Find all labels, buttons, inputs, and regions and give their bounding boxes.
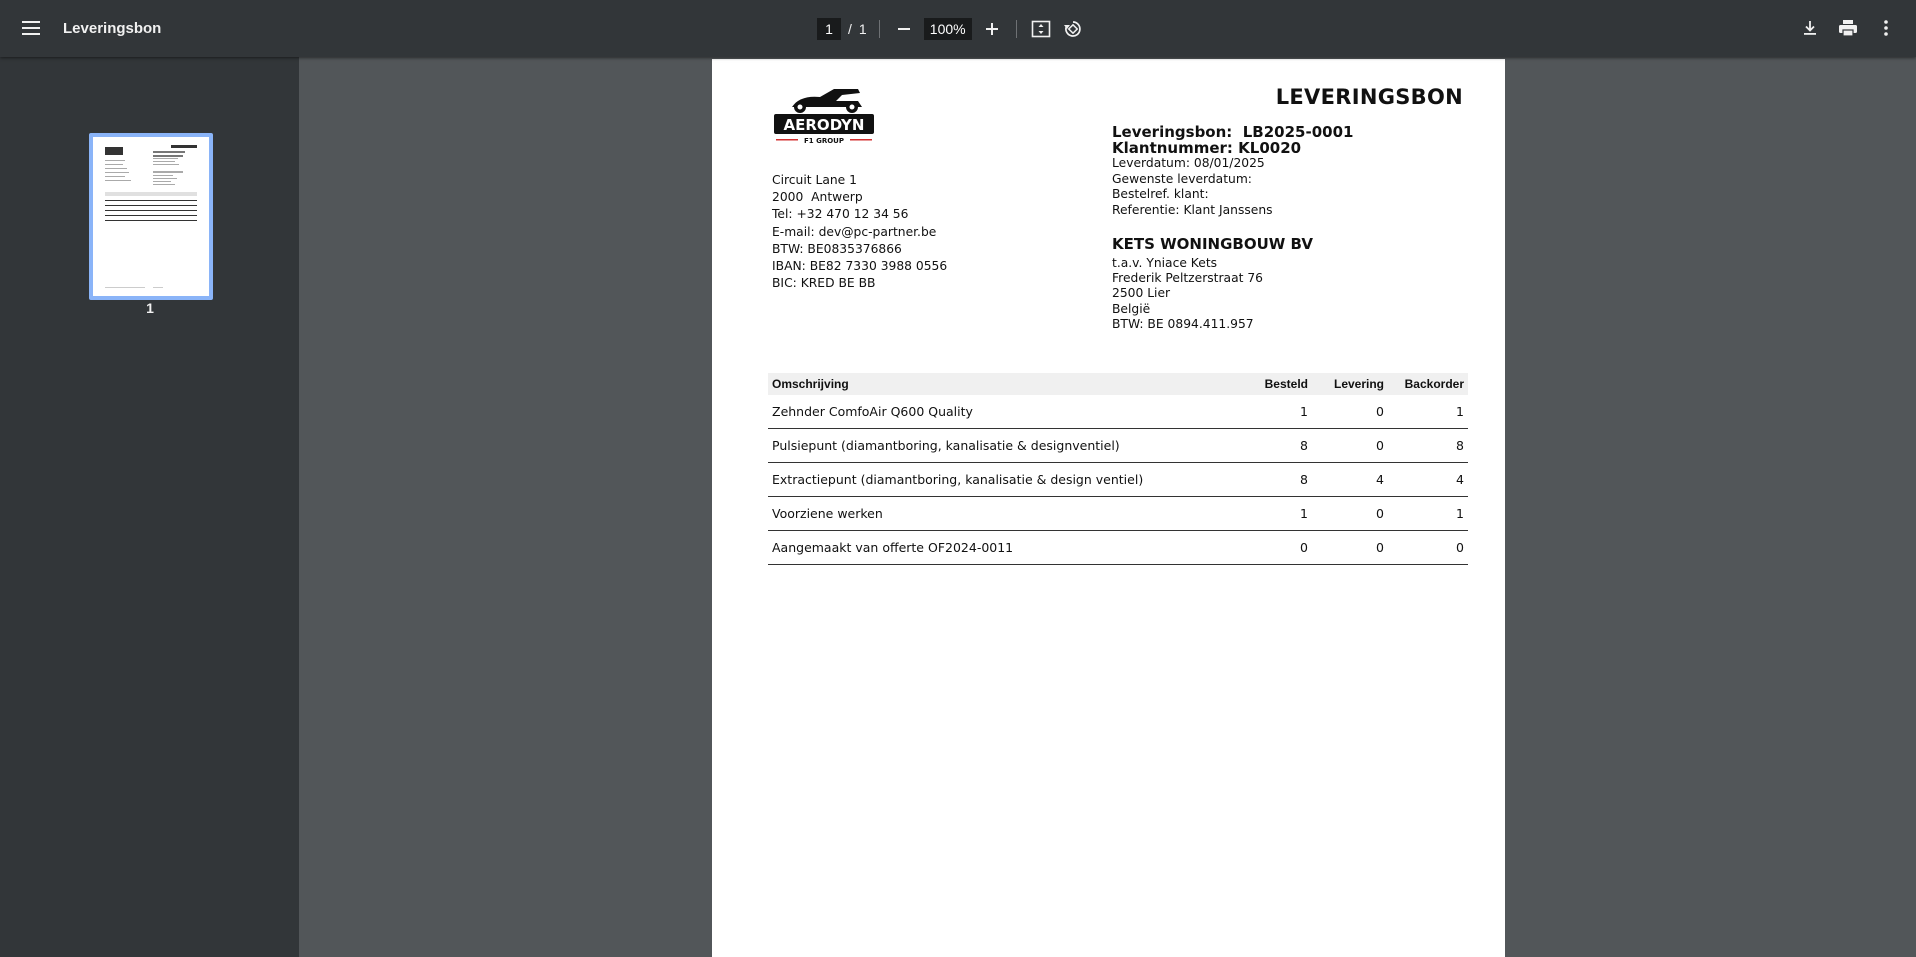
meta-line: Referentie: Klant Janssens xyxy=(1112,202,1273,217)
menu-icon[interactable] xyxy=(20,18,42,40)
column-header: Besteld xyxy=(1244,373,1312,395)
total-pages: 1 xyxy=(858,21,867,37)
address-line: E-mail: dev@pc-partner.be xyxy=(772,224,937,239)
sender-address xyxy=(772,172,947,292)
page-thumbnail[interactable] xyxy=(89,133,213,300)
table-cell: Zehnder ComfoAir Q600 Quality xyxy=(768,395,1244,429)
client-address xyxy=(1112,235,1313,332)
table-cell: Pulsiepunt (diamantboring, kanalisatie & designventiel) xyxy=(768,429,1244,463)
table-cell: Voorziene werken xyxy=(768,497,1244,531)
table-row xyxy=(768,395,1468,429)
column-header: Backorder xyxy=(1388,373,1468,395)
zoom-in-icon[interactable] xyxy=(980,17,1004,41)
table-row xyxy=(768,497,1468,531)
table-cell: Aangemaakt van offerte OF2024-0011 xyxy=(768,531,1244,565)
table-cell: 1 xyxy=(1244,395,1312,429)
table-cell: 8 xyxy=(1244,463,1312,497)
client-line: t.a.v. Yniace Kets xyxy=(1112,256,1218,270)
delivery-info xyxy=(1112,125,1353,218)
address-line: BIC: KRED BE BB xyxy=(772,276,876,291)
thumbnail-page-number: 1 xyxy=(146,300,154,316)
fit-page-icon[interactable] xyxy=(1029,17,1053,41)
customer-number: Klantnummer: KL0020 xyxy=(1112,138,1302,157)
table-cell: 4 xyxy=(1312,463,1388,497)
address-line: IBAN: BE82 7330 3988 0556 xyxy=(772,259,948,274)
company-logo xyxy=(772,85,876,149)
more-options-icon[interactable] xyxy=(1874,16,1898,40)
address-line: 2000 Antwerp xyxy=(772,190,863,205)
pdf-page xyxy=(712,59,1505,957)
table-header-row xyxy=(768,373,1468,395)
table-cell: 8 xyxy=(1244,429,1312,463)
logo-sub: F1 GROUP xyxy=(804,137,844,145)
client-line: Frederik Peltzerstraat 76 xyxy=(1112,271,1263,286)
column-header: Omschrijving xyxy=(768,373,1244,395)
zoom-input[interactable]: 100% xyxy=(924,18,972,40)
page-controls xyxy=(817,17,1085,41)
meta-line: Gewenste leverdatum: xyxy=(1112,171,1252,186)
client-line: België xyxy=(1112,301,1151,316)
table-row xyxy=(768,429,1468,463)
zoom-out-icon[interactable] xyxy=(892,17,916,41)
address-line: BTW: BE0835376866 xyxy=(772,241,902,256)
download-icon[interactable] xyxy=(1798,16,1822,40)
viewer-toolbar xyxy=(0,0,1916,57)
client-line: BTW: BE 0894.411.957 xyxy=(1112,316,1254,331)
divider xyxy=(879,20,880,38)
column-header: Levering xyxy=(1312,373,1388,395)
table-cell: 1 xyxy=(1244,497,1312,531)
client-line: 2500 Lier xyxy=(1112,286,1171,301)
address-line: Circuit Lane 1 xyxy=(772,173,857,187)
table-row xyxy=(768,463,1468,497)
items-table xyxy=(768,373,1468,565)
document-heading: LEVERINGSBON xyxy=(1275,85,1463,109)
table-cell: 1 xyxy=(1388,395,1468,429)
address-line: Tel: +32 470 12 34 56 xyxy=(772,207,909,222)
print-icon[interactable] xyxy=(1836,16,1860,40)
thumbnail-sidebar xyxy=(0,57,299,957)
table-cell: 0 xyxy=(1312,531,1388,565)
meta-line: Bestelref. klant: xyxy=(1112,187,1209,202)
page-separator: / xyxy=(848,21,852,37)
table-cell: 0 xyxy=(1244,531,1312,565)
table-cell: 1 xyxy=(1388,497,1468,531)
table-cell: 4 xyxy=(1388,463,1468,497)
delivery-note-number: Leveringsbon: LB2025-0001 xyxy=(1112,123,1354,141)
document-title: Leveringsbon xyxy=(63,20,162,37)
table-cell: 8 xyxy=(1388,429,1468,463)
rotate-icon[interactable] xyxy=(1061,17,1085,41)
toolbar-actions xyxy=(1798,16,1898,40)
table-cell: 0 xyxy=(1312,429,1388,463)
table-row xyxy=(768,531,1468,565)
table-cell: 0 xyxy=(1312,497,1388,531)
page-number-input[interactable]: 1 xyxy=(817,18,841,40)
logo-brand: AERODYN xyxy=(783,116,865,134)
table-cell: 0 xyxy=(1312,395,1388,429)
table-cell: Extractiepunt (diamantboring, kanalisatie & design ventiel) xyxy=(768,463,1244,497)
table-cell: 0 xyxy=(1388,531,1468,565)
client-name: KETS WONINGBOUW BV xyxy=(1112,235,1313,253)
meta-line: Leverdatum: 08/01/2025 xyxy=(1112,156,1265,170)
divider xyxy=(1016,20,1017,38)
